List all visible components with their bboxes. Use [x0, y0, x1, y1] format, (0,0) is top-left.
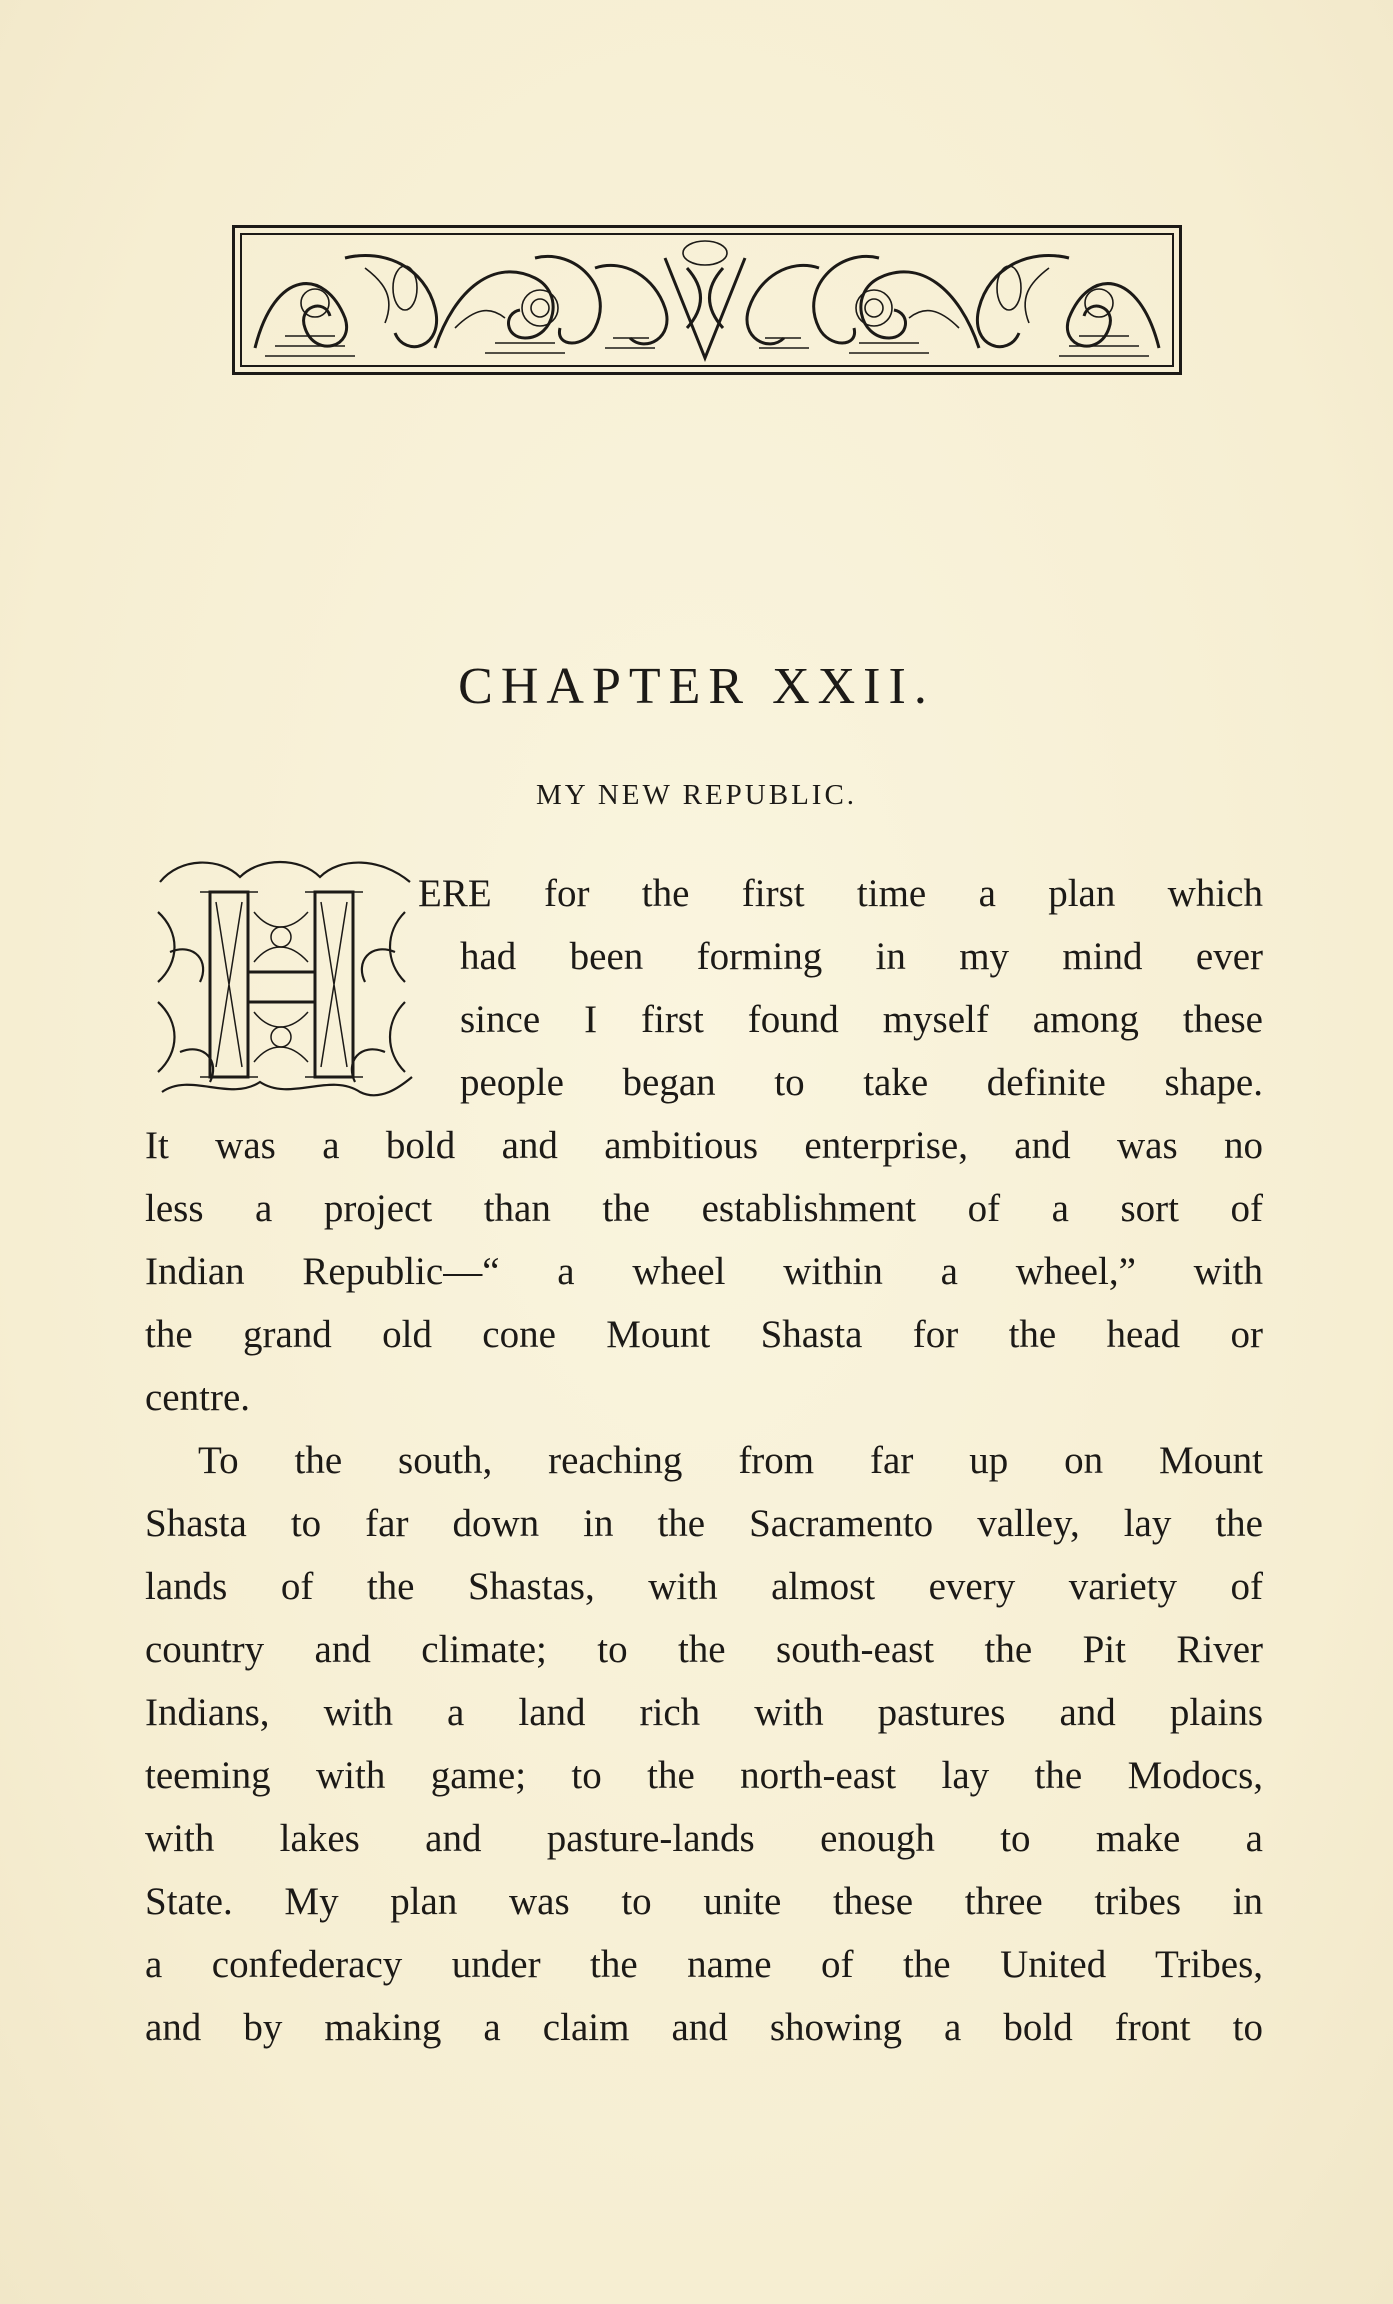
- text-line: people began to take definite shape.: [460, 1061, 1263, 1104]
- text-line: a confederacy under the name of the United Tribes,: [145, 1943, 1263, 1986]
- text-line: To the south, reaching from far up on Mount: [198, 1439, 1263, 1482]
- text-line: Indians, with a land rich with pastures and plains: [145, 1691, 1263, 1734]
- text-line: country and climate; to the south-east the Pit River: [145, 1628, 1263, 1671]
- text-line: Shasta to far down in the Sacramento valley, lay the: [145, 1502, 1263, 1545]
- text-line: lands of the Shastas, with almost every variety of: [145, 1565, 1263, 1608]
- chapter-title: CHAPTER XXII.: [458, 658, 935, 715]
- text-line: centre.: [145, 1376, 251, 1419]
- text-line: had been forming in my mind ever: [460, 935, 1263, 978]
- text-line: ERE for the first time a plan which: [418, 872, 1263, 915]
- text-line: the grand old cone Mount Shasta for the head or: [145, 1313, 1263, 1356]
- text-line: since I first found myself among these: [460, 998, 1263, 1041]
- chapter-subtitle: MY NEW REPUBLIC.: [535, 779, 858, 811]
- text-line: with lakes and pasture-lands enough to make a: [145, 1817, 1263, 1860]
- text-line: It was a bold and ambitious enterprise, and was no: [145, 1124, 1263, 1167]
- text-line: and by making a claim and showing a bold front to: [145, 2006, 1263, 2049]
- text-line: teeming with game; to the north-east lay the Modocs,: [145, 1754, 1263, 1797]
- text-line: Indian Republic—“ a wheel within a wheel,” with: [145, 1250, 1263, 1293]
- text-line: less a project than the establishment of a sort of: [145, 1187, 1263, 1230]
- text-line: State. My plan was to unite these three tribes in: [145, 1880, 1263, 1923]
